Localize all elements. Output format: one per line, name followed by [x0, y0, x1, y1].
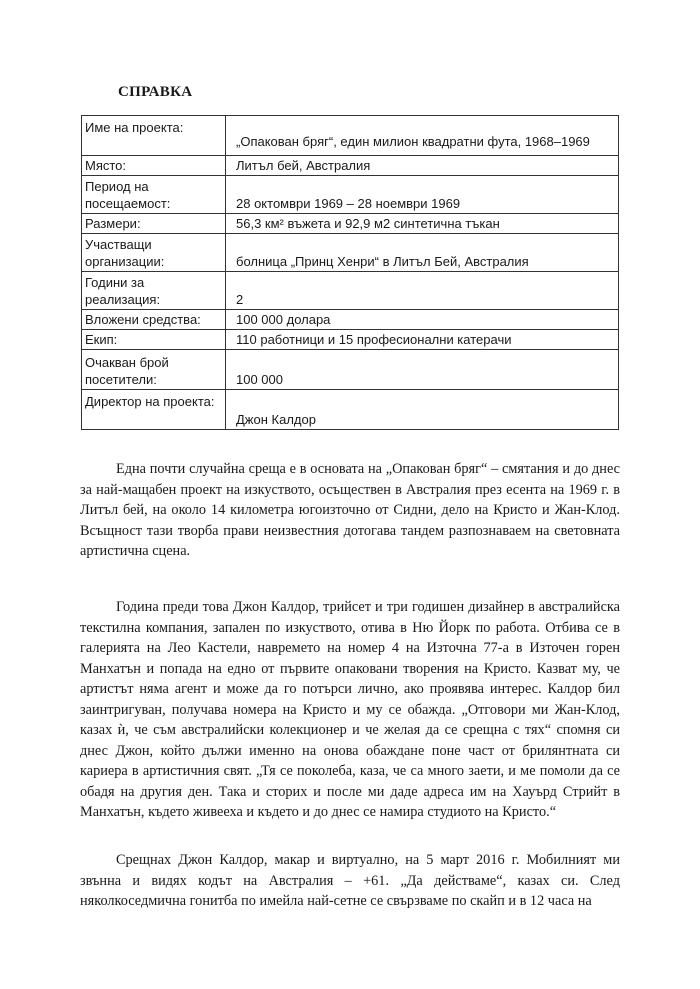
- row-label: Период на посещаемост:: [82, 176, 226, 214]
- row-value: 100 000 долара: [226, 310, 619, 330]
- row-label: Години за реализация:: [82, 272, 226, 310]
- row-label: Име на проекта:: [82, 116, 226, 156]
- table-row: [82, 310, 619, 330]
- paragraph-text: Една почти случайна среща е в основата на „Опакован бряг“ – смятания и до днес за най-мащабен проект на изкуството, осъществен в Австралия през есента на 1969 г. в Литъл бей, на около 14 километра югоизточно от Сидни, дело на Кристо и Жан-Клод. Всъщност тази творба прави неизвестния дотогава тандем разпознаваем на световната артистична сцена.: [80, 461, 620, 559]
- document-heading: СПРАВКА: [118, 84, 193, 100]
- row-value: Литъл бей, Австралия: [226, 156, 619, 176]
- row-value: 56,3 км² въжета и 92,9 м2 синтетична тъкан: [226, 214, 619, 234]
- body-paragraph: [80, 459, 620, 562]
- project-info-table: [81, 115, 619, 430]
- table-row: [82, 350, 619, 390]
- body-paragraph: [80, 850, 620, 912]
- row-label: Размери:: [82, 214, 226, 234]
- table-row: [82, 390, 619, 430]
- table-row: [82, 214, 619, 234]
- row-value: 100 000: [226, 350, 619, 390]
- row-value: болница „Принц Хенри“ в Литъл Бей, Австралия: [226, 234, 619, 272]
- table-row: [82, 330, 619, 350]
- row-label: Вложени средства:: [82, 310, 226, 330]
- paragraph-text: Срещнах Джон Калдор, макар и виртуално, на 5 март 2016 г. Мобилният ми звънна и видях кодът на Австралия – +61. „Да действаме“, казах си. След няколкоседмична гонитба по имейла най-сетне се свързваме по скайп и в 12 часа на: [80, 852, 620, 909]
- row-value: Джон Калдор: [226, 390, 619, 430]
- row-value: „Опакован бряг“, един милион квадратни фута, 1968–1969: [226, 116, 619, 156]
- row-label: Очакван брой посетители:: [82, 350, 226, 390]
- paragraph-text: Година преди това Джон Калдор, трийсет и три годишен дизайнер в австралийска текстилна компания, запален по изкуството, отива в Ню Йорк по работа. Отбива се в галерията на Лео Кастели, навремето на номер 4 на Източна 77-а в Източен горен Манхатън и попада на едно от първите опаковани творения на Кристо. Казват му, че артистът няма агент и може да го потърси лично, ако проявява интерес. Калдор бил заинтригуван, получава номера на Кристо и му се обажда. „Отговори ми Жан-Клод, казах ѝ, че съм австралийски колекционер и че желая да се срещна с тях“ спомня си днес Джон, който дължи именно на онова обаждане поне част от брилянтната си кариера в артистичния свят. „Тя се поколеба, каза, че са много заети, и ме помоли да се обадя на другия ден. Така и сторих и после ми даде адреса им на Хауърд Стрийт в Манхатън, където живееха и където и до днес се намира студиото на Кристо.“: [80, 599, 620, 820]
- table-row: [82, 176, 619, 214]
- table-row: [82, 156, 619, 176]
- row-label: Директор на проекта:: [82, 390, 226, 430]
- row-label: Участващи организации:: [82, 234, 226, 272]
- row-label: Място:: [82, 156, 226, 176]
- body-paragraph: [80, 597, 620, 823]
- row-label: Екип:: [82, 330, 226, 350]
- table-row: [82, 234, 619, 272]
- row-value: 2: [226, 272, 619, 310]
- table-row: [82, 116, 619, 156]
- row-value: 28 октомври 1969 – 28 ноември 1969: [226, 176, 619, 214]
- table-row: [82, 272, 619, 310]
- row-value: 110 работници и 15 професионални катерачи: [226, 330, 619, 350]
